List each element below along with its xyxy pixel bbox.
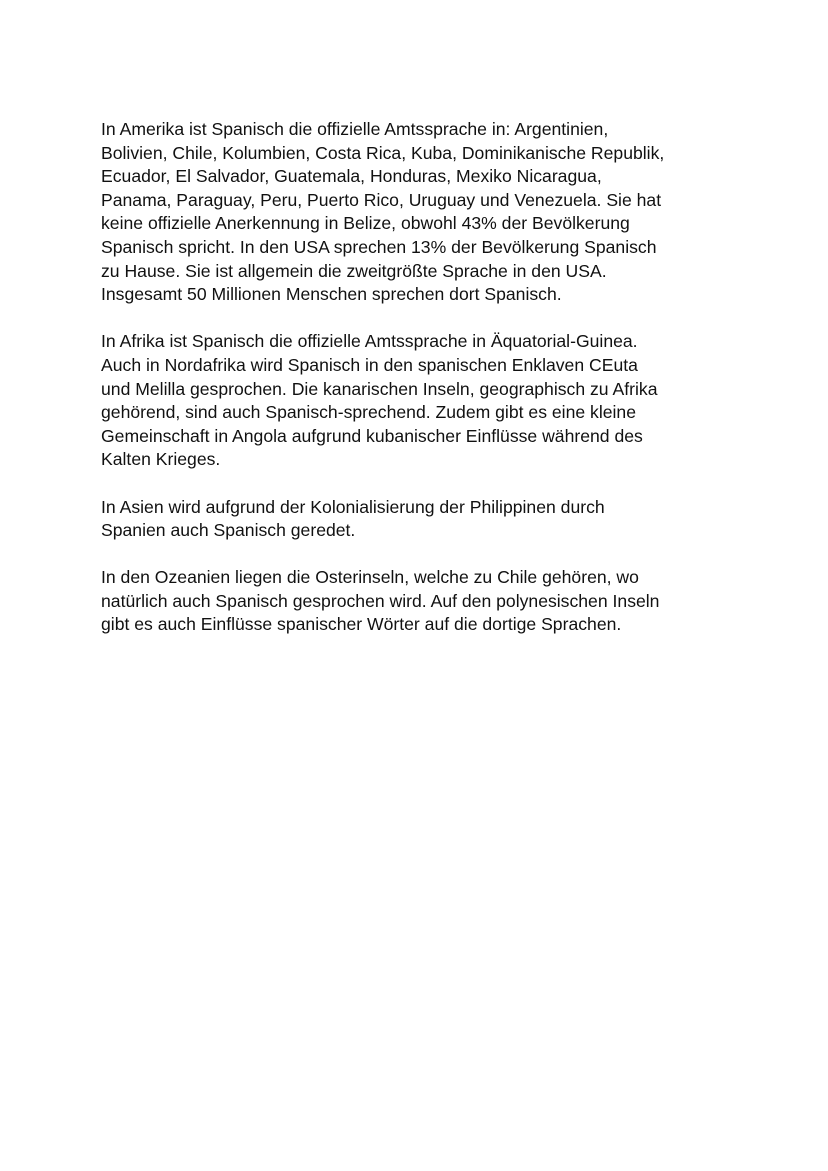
- text-line: Spanisch spricht. In den USA sprechen 13% der Bevölkerung Spanisch: [101, 236, 657, 257]
- document-body: [101, 118, 741, 661]
- text-line: In Afrika ist Spanisch die offizielle Amtssprache in Äquatorial-Guinea.: [101, 331, 638, 352]
- text-line: zu Hause. Sie ist allgemein die zweitgrößte Sprache in den USA.: [101, 260, 607, 281]
- text-line: Auch in Nordafrika wird Spanisch in den spanischen Enklaven CEuta: [101, 354, 638, 375]
- text-line: Ecuador, El Salvador, Guatemala, Honduras, Mexiko Nicaragua,: [101, 166, 602, 187]
- text-line: natürlich auch Spanisch gesprochen wird. Auf den polynesischen Inseln: [101, 590, 660, 611]
- paragraph-ozeanien: [101, 566, 741, 637]
- paragraph-asien: [101, 496, 741, 543]
- text-line: Spanien auch Spanisch geredet.: [101, 520, 356, 541]
- paragraph-amerika: [101, 118, 741, 307]
- text-line: gibt es auch Einflüsse spanischer Wörter auf die dortige Sprachen.: [101, 614, 622, 635]
- text-line: In Asien wird aufgrund der Kolonialisierung der Philippinen durch: [101, 496, 605, 517]
- text-line: In Amerika ist Spanisch die offizielle Amtssprache in: Argentinien,: [101, 119, 609, 139]
- text-line: und Melilla gesprochen. Die kanarischen Inseln, geographisch zu Afrika: [101, 378, 658, 399]
- text-line: gehörend, sind auch Spanisch-sprechend. Zudem gibt es eine kleine: [101, 402, 636, 423]
- paragraph-afrika: [101, 330, 741, 472]
- text-line: Panama, Paraguay, Peru, Puerto Rico, Uruguay und Venezuela. Sie hat: [101, 189, 662, 210]
- text-line: Bolivien, Chile, Kolumbien, Costa Rica, Kuba, Dominikanische Republik,: [101, 142, 665, 163]
- text-line: In den Ozeanien liegen die Osterinseln, welche zu Chile gehören, wo: [101, 567, 639, 588]
- text-line: Kalten Krieges.: [101, 449, 221, 470]
- text-line: keine offizielle Anerkennung in Belize, obwohl 43% der Bevölkerung: [101, 213, 630, 234]
- text-line: Insgesamt 50 Millionen Menschen sprechen dort Spanisch.: [101, 284, 562, 305]
- text-line: Gemeinschaft in Angola aufgrund kubanischer Einflüsse während des: [101, 425, 643, 446]
